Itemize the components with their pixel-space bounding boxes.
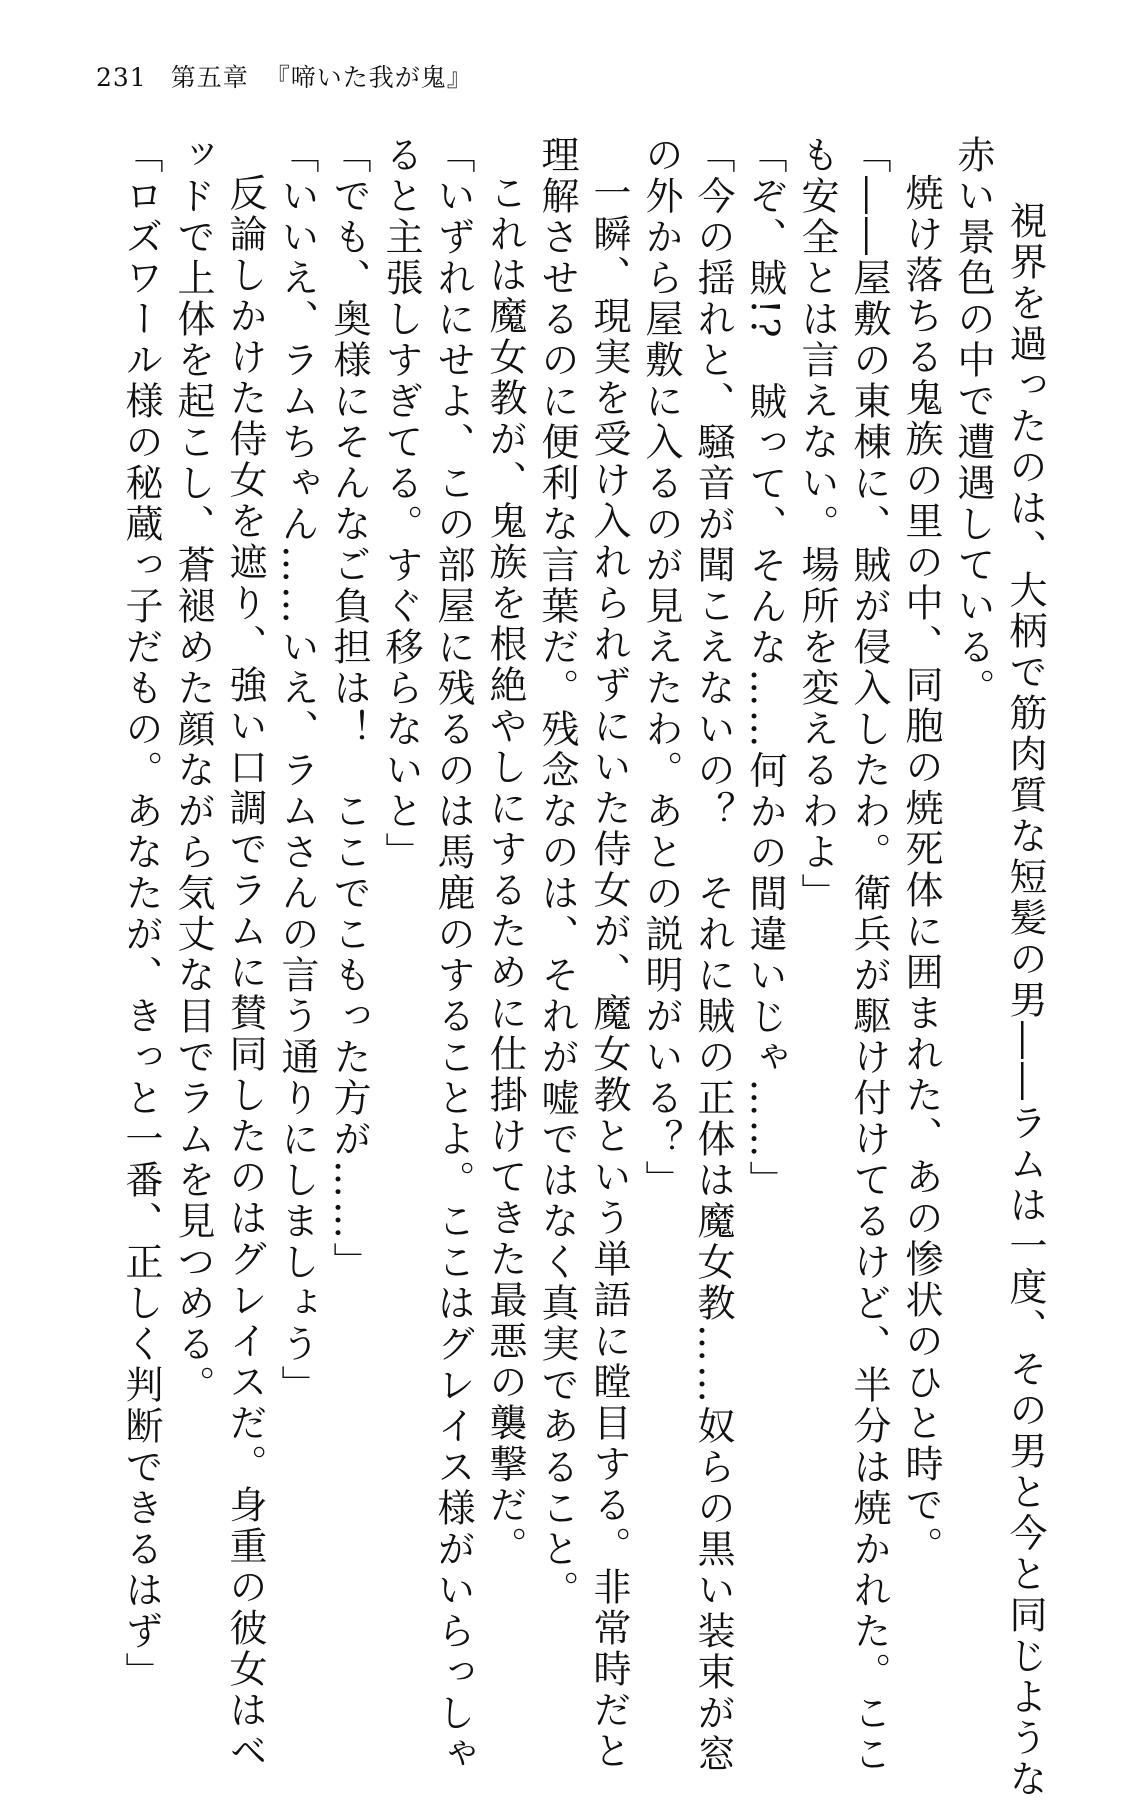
chapter-title: 『啼いた我が鬼』 [264,63,473,92]
text-line: 「ロズワール様の秘蔵っ子だもの。あなたが、きっと一番、正しく判断できるはず」 [119,135,163,1693]
chapter-label: 第五章 [170,63,249,92]
running-header [96,58,473,94]
text-line: 「いいえ、ラムちゃん……いえ、ラムさんの言う通りにしましょう」 [275,135,319,1406]
vertical-body-text [115,135,1051,1800]
text-line: 一瞬、現実を受け入れられずにいた侍女が、魔女教という単語に瞠目する。非常時だと [587,173,631,1772]
text-line: ッドで上体を起こし、蒼褪めた顔ながら気丈な目でラムを見つめる。 [171,135,215,1406]
text-line: 理解させるのに便利な言葉だ。残念なのは、それが嘘ではなく真実であること。 [535,135,579,1611]
text-line: これは魔女教が、鬼族を根絶やしにするために仕掛けてきた最悪の襲撃だ。 [483,173,527,1567]
text-line: 視界を過ったのは、大柄で筋肉質な短髪の男――ラムは一度、その男と今と同じような [1003,201,1047,1800]
text-line: 「でも、奥様にそんなご負担は！ ここでこもった方が……」 [327,135,371,1283]
text-line: 「いずれにせよ、この部屋に残るのは馬鹿のすることよ。ここはグレイス様がいらっしゃ [431,135,475,1775]
page-number: 231 [96,63,147,92]
text-line: 「――屋敷の東棟に、賊が侵入したわ。衛兵が駆け付けてるけど、半分は焼かれた。ここ [847,135,891,1775]
text-line: 反論しかけた侍女を遮り、強い口調でラムに賛同したのはグレイスだ。身重の彼女はベ [223,173,267,1772]
text-line: 赤い景色の中で遭遇している。 [951,135,995,709]
text-line: の外から屋敷に入るのが見えたわ。あとの説明がいる？」 [639,135,683,1201]
text-line: 「ぞ、賊!? 賊って、そんな……何かの間違いじゃ……」 [743,135,787,1202]
text-line: も安全とは言えない。場所を変えるわよ」 [795,135,839,914]
text-line: 「今の揺れと、騒音が聞こえないの？ それに賊の正体は魔女教……奴らの黒い装束が窓 [691,135,735,1775]
text-line: ると主張しすぎてる。すぐ移らないと」 [379,135,423,873]
text-line: 焼け落ちる鬼族の里の中、同胞の焼死体に囲まれた、あの惨状のひと時で。 [899,173,943,1567]
